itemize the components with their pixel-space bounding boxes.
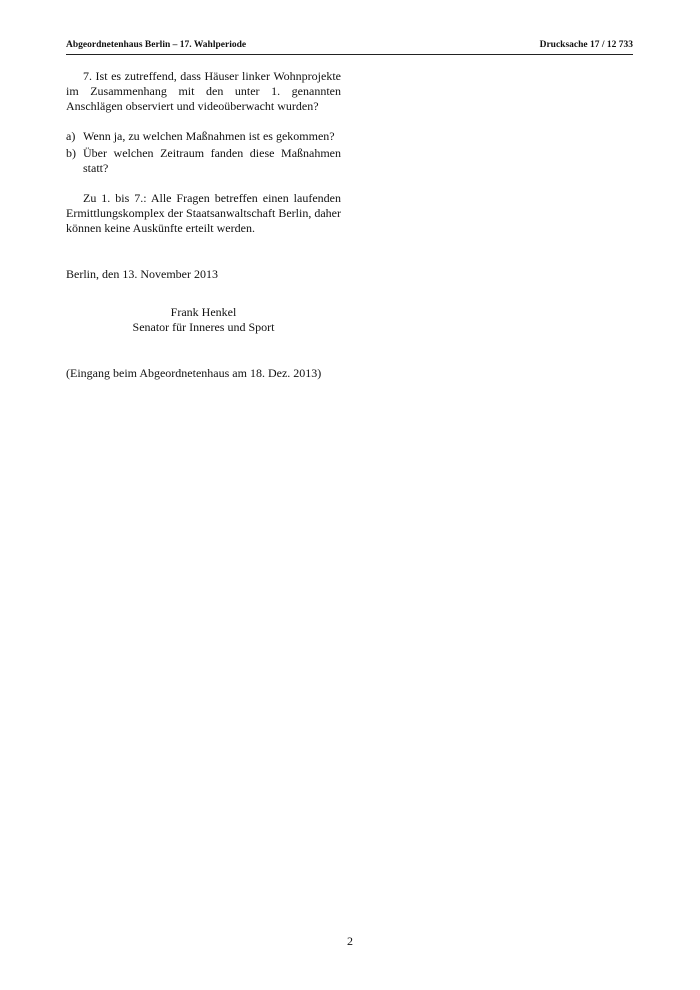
page-header	[66, 40, 633, 55]
signatory-title: Senator für Inneres und Sport	[132, 320, 275, 334]
signature-block	[66, 305, 341, 335]
receipt-note: (Eingang beim Abgeordnetenhaus am 18. Dez. 2013)	[66, 366, 322, 380]
question-7: 7. Ist es zutreffend, dass Häuser linker Wohnprojekte im Zusammenhang mit den unter 1. genannten Anschlägen observiert und videoüberwacht wurden?	[66, 69, 341, 113]
header-document-number: Drucksache 17 / 12 733	[539, 40, 633, 50]
sub-question-a	[66, 129, 341, 144]
header-publisher: Abgeordnetenhaus Berlin – 17. Wahlperiode	[66, 40, 247, 50]
sub-question-text: Wenn ja, zu welchen Maßnahmen ist es gekommen?	[83, 129, 335, 143]
text-column	[66, 69, 341, 381]
sub-question-marker: b)	[66, 146, 76, 160]
sub-question-text: Über welchen Zeitraum fanden diese Maßnahmen statt?	[83, 146, 341, 175]
signatory-name: Frank Henkel	[170, 305, 237, 319]
sub-question-b	[66, 146, 341, 176]
sub-question-marker: a)	[66, 129, 76, 143]
answer-paragraph: Zu 1. bis 7.: Alle Fragen betreffen einen laufenden Ermittlungskomplex der Staatsanwaltschaft Berlin, daher können keine Auskünfte erteilt werden.	[66, 191, 341, 235]
question-sub-list	[66, 129, 341, 176]
date-line: Berlin, den 13. November 2013	[66, 267, 218, 281]
page-number: 2	[347, 934, 353, 948]
